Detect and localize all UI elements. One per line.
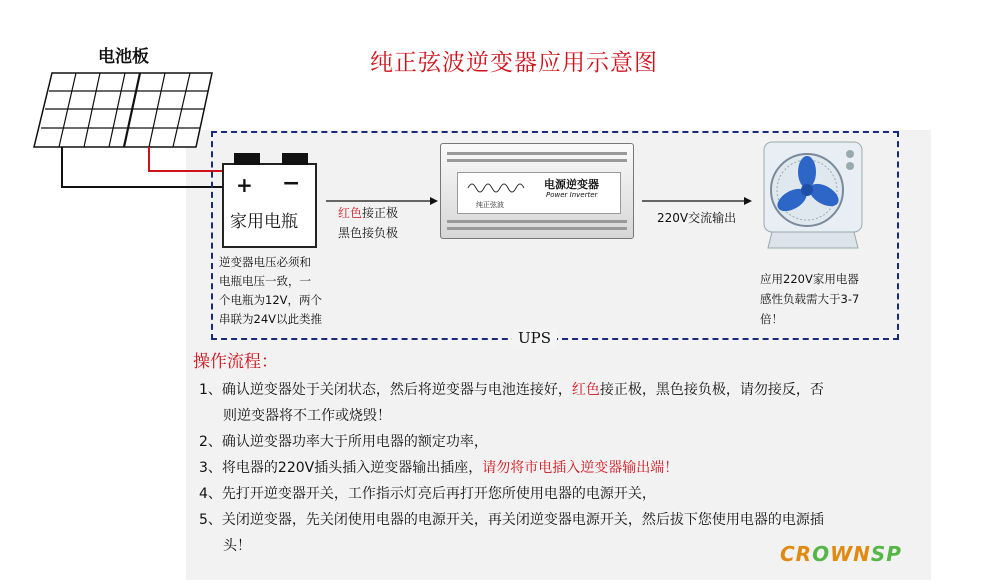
fan-icon [762, 140, 864, 250]
solar-panel-label: 电池板 [98, 47, 149, 67]
inverter-icon [440, 143, 634, 239]
red-label: 红色 [338, 206, 363, 220]
battery-icon [222, 163, 317, 248]
step-1-red: 红色 [571, 382, 600, 398]
positive-terminal [234, 153, 260, 165]
appliance-note-line: 感性负载需大于3-7 [760, 292, 860, 306]
battery-note-line: 电瓶电压一致，一 [219, 274, 311, 288]
step-3: 3、将电器的220V插头插入逆变器输出插座，请勿将市电插入逆变器输出端！ [199, 460, 679, 476]
battery-note-line: 个电瓶为12V，两个 [219, 293, 322, 307]
positive-label: 接正极 [362, 206, 399, 220]
plus-sign: + [236, 173, 253, 197]
ups-label: UPS [512, 329, 557, 347]
battery-note-line: 逆变器电压必须和 [219, 255, 311, 269]
battery-note-line: 串联为24V以此类推 [219, 312, 322, 326]
appliance-note-line: 倍！ [760, 312, 783, 326]
step-1: 1、确认逆变器处于关闭状态，然后将逆变器与电池连接好，红色接正极，黑色接负极，请勿接反，否 则逆变器将不工作或烧毁！ [199, 382, 824, 424]
battery-note [219, 253, 331, 329]
minus-sign: − [282, 171, 301, 196]
negative-label: 黑色接负极 [338, 226, 399, 240]
solar-panel-icon [34, 73, 212, 147]
appliance-note [760, 269, 875, 329]
flow-title: 操作流程： [193, 352, 278, 372]
sine-wave-icon [466, 179, 526, 197]
battery-name: 家用电瓶 [230, 212, 298, 232]
appliance-note-line: 应用220V家用电器 [760, 272, 859, 286]
step-2: 2、确认逆变器功率大于所用电器的额定功率， [199, 434, 488, 450]
step-3-warning: 请勿将市电插入逆变器输出端！ [482, 460, 679, 476]
inverter-front-panel [457, 172, 621, 214]
steps-list [199, 377, 919, 559]
page-title: 纯正弦波逆变器应用示意图 [370, 50, 658, 76]
step-5: 5、关闭逆变器，先关闭使用电器的电源开关，再关闭逆变器电源开关，然后拔下您使用电器的电源插 头！ [199, 512, 824, 554]
connection-labels [338, 203, 398, 243]
inverter-name: 电源逆变器 [544, 178, 599, 191]
inverter-wave-label: 纯正弦波 [476, 201, 504, 209]
step-4: 4、先打开逆变器开关，工作指示灯亮后再打开您所使用电器的电源开关， [199, 486, 656, 502]
ac-output-label: 220V交流输出 [657, 211, 737, 225]
negative-terminal [282, 153, 308, 165]
crownsp-logo: CROWNSP [780, 542, 902, 566]
inverter-subtitle: Power Inverter [546, 191, 598, 199]
